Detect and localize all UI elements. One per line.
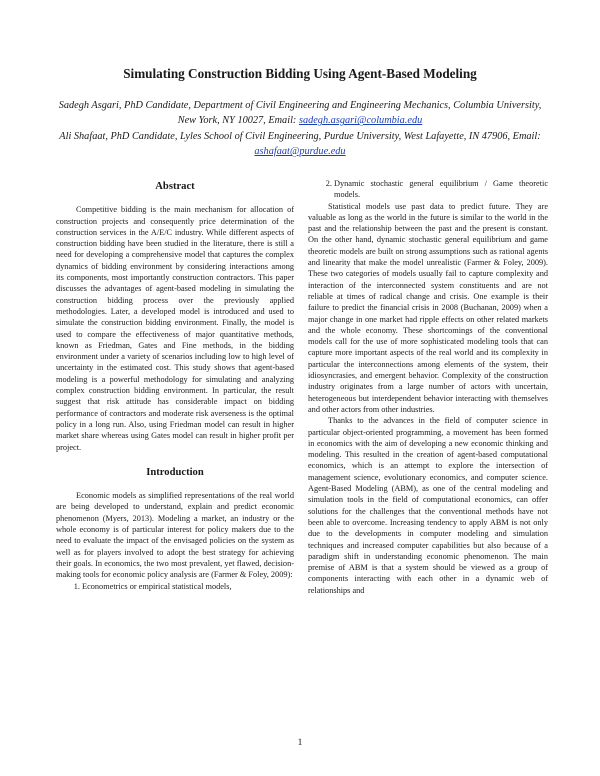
model-list-part-1 [56, 581, 294, 592]
list-item: 1. Econometrics or empirical statistical models, [82, 581, 294, 592]
right-column [308, 178, 548, 596]
left-column [56, 178, 294, 592]
paper-title: Simulating Construction Bidding Using Agent-Based Modeling [123, 66, 477, 81]
author-1-affiliation: Sadegh Asgari, PhD Candidate, Department of Civil Engineering and Engineering Mechanics, Columbia University, New York, NY 10027, Email: [58, 100, 542, 127]
author-2-email-link[interactable]: ashafaat@purdue.edu [254, 146, 346, 158]
abstract-text: Competitive bidding is the main mechanism for allocation of construction projects and consequently price determination of the construction services in the A/E/C industry. While different aspects of construction bidding have been studied in the literature, there is still a need for developing a comprehensive model that captures the complex dynamics of bidding environment by considering interactions among its components, most importantly construction contractors. This paper discusses the advantages of agent-based modeling in simulating the construction bidding process over the previously applied methodologies. Later, a developed model is introduced and used to simulate the construction bidding environment. Finally, the model is used to compare the effectiveness of major quantitative methods, known as Friedman, Gates and Fine methods, in the bidding environment under a variety of scenarios including low to high level of uncertainty in the estimated cost. This study shows that agent-based modeling is a powerful methodology for simulating and analyzing complex construction bidding environment. In particular, the result suggest that risk attitude has considerable impact on bidding performance of contractors and moderate risk averseness is the optimal policy in a long run. Also, using Friedman model can result in higher market share whereas using Gates model can result in higher profit per project. [56, 205, 294, 452]
author-1-email-link[interactable]: sadegh.asgari@columbia.edu [298, 115, 423, 127]
abstract-heading: Abstract [155, 181, 195, 192]
author-2 [50, 129, 550, 160]
intro-paragraph-1: Economic models as simplified representations of the real world are being developed to understand, explain and predict economic phenomenon (Myers, 2013). Modeling a market, an industry or the whole economy is of particular interest for policy makers due to the need to evaluate the impact of the envisaged policies on the system as well as for players involved to adopt the best strategy for achieving their goals. In economics, the two most prevalent, yet flawed, decision-making tools for economic policy analysis are (Farmer & Foley, 2009): [56, 491, 294, 580]
right-paragraph-1: Statistical models use past data to predict future. They are valuable as long as the world in the future is similar to the world in the past and the relationship between the past and the present is constant. On the other hand, dynamic stochastic general equilibrium and game theoretic models are built on strong assumptions such as rational agents and linearity that make the model unrealistic (Farmer & Foley, 2009). These two categories of models usually fail to capture complexity and interaction of the interconnected system constituents and are not reliable at times of radical change and crisis. One example is their failure to predict the financial crisis in 2008 (Buchanan, 2009) when a major change in one market had ripple effects on other related markets and the whole economy. These shortcomings of the conventional models call for the use of more sophisticated modeling tools that can capture more important aspects of the real world and its complexity in particular the interconnections among elements of the system, their idiosyncrasies, and emergent behavior. Complexity of the construction industry originates from a large number of actors with uncertain, heterogeneous but interdependent behavior interacting with themselves and other actors from other industries. [308, 201, 548, 414]
page-number: 1 [297, 738, 303, 748]
author-block [50, 98, 550, 160]
model-list-part-2 [308, 178, 548, 201]
right-paragraph-2: Thanks to the advances in the field of computer science in particular object-oriented programming, a movement has been formed in economics with the aim of developing a new economic thinking and modeling. This resulted in the creation of agent-based computational economics, which is an attempt to explore the intersection of management science, evolutionary economics, and computer science. Agent-Based Modeling (ABM), as one of the central modeling and simulation tools in the field of computational economics, can offer solutions for the challenges that the conventional methods have not been able to overcome. Increasing tendency to apply ABM is not only due to the developments in computer modeling and simulation techniques and increased computer capabilities but also because of a paradigm shift in understanding economic phenomenon. The main premise of ABM is that a system should be viewed as a group of components interacting with each other in a dynamic web of relationships and [308, 416, 548, 595]
list-item: 2. Dynamic stochastic general equilibrium / Game theoretic models. [334, 178, 548, 201]
introduction-heading: Introduction [146, 466, 204, 478]
author-1 [50, 98, 550, 129]
author-2-affiliation: Ali Shafaat, PhD Candidate, Lyles School of Civil Engineering, Purdue University, West Lafayette, IN 47906, Email: [59, 130, 541, 142]
